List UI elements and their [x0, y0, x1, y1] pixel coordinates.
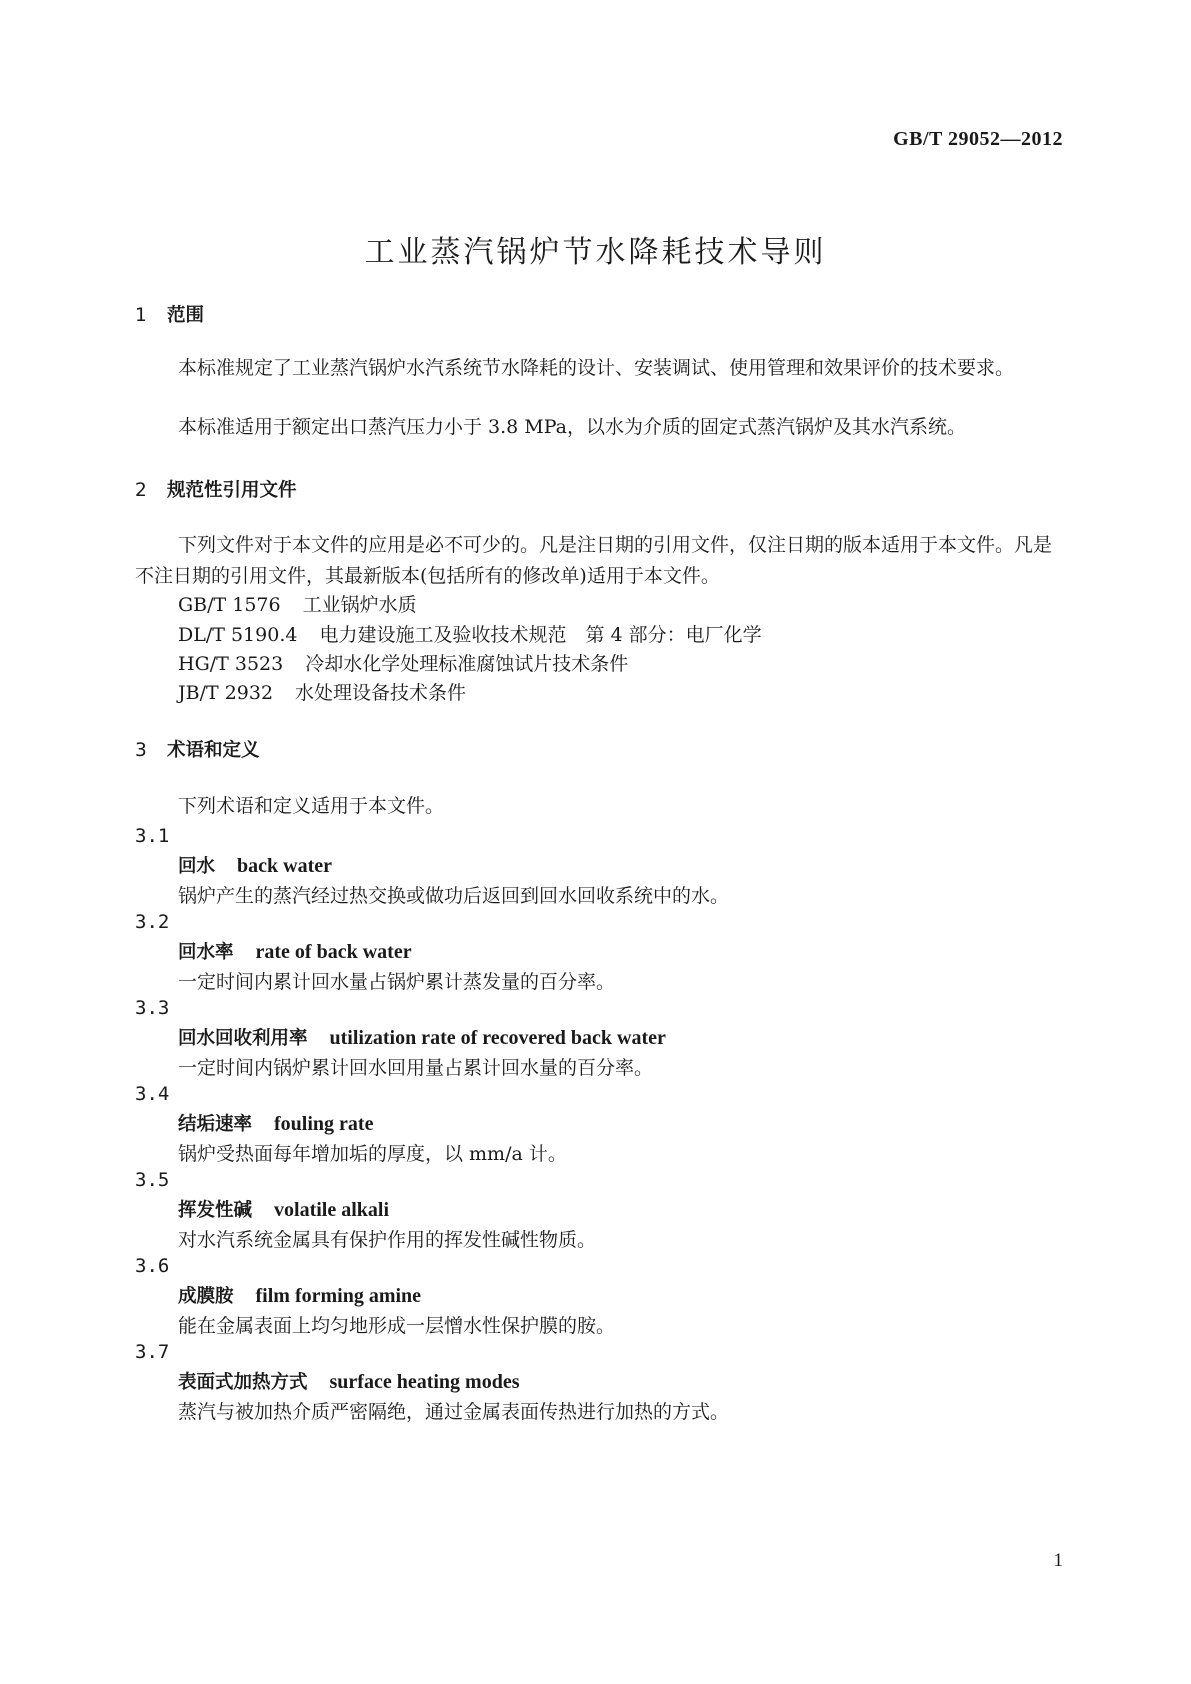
term-definition: 一定时间内累计回水量占锅炉累计蒸发量的百分率。: [178, 971, 616, 993]
term-en: film forming amine: [255, 1285, 422, 1307]
term-name: [178, 938, 412, 964]
reference-item: [178, 620, 762, 647]
reference-item: [178, 590, 417, 617]
section-heading: [135, 476, 297, 502]
term-name: [178, 852, 332, 878]
section-title: 术语和定义: [167, 740, 260, 761]
section-heading: [135, 736, 260, 762]
paragraph: 下列文件对于本文件的应用是必不可少的。凡是注日期的引用文件，仅注日期的版本适用于本文件。凡是不注日期的引用文件，其最新版本(包括所有的修改单)适用于本文件。: [135, 534, 1053, 587]
section-number: 2: [135, 480, 147, 501]
term-number: 3.7: [135, 1341, 170, 1363]
term-cn: 回水率: [178, 942, 234, 963]
reference-title: 冷却水化学处理标准腐蚀试片技术条件: [305, 653, 629, 675]
section-number: 3: [135, 740, 147, 761]
term-en: utilization rate of recovered back water: [329, 1027, 666, 1049]
reference-title: 电力建设施工及验收技术规范 第 4 部分：电厂化学: [319, 624, 762, 646]
reference-item: [178, 678, 466, 705]
term-en: surface heating modes: [329, 1371, 520, 1393]
paragraph: 本标准适用于额定出口蒸汽压力小于 3.8 MPa，以水为介质的固定式蒸汽锅炉及其水汽系统。: [178, 416, 967, 438]
term-number: 3.4: [135, 1083, 170, 1105]
term-number: 3.5: [135, 1169, 170, 1191]
term-en: rate of back water: [255, 941, 412, 963]
term-number: 3.6: [135, 1255, 170, 1277]
term-number: 3.2: [135, 911, 170, 933]
reference-title: 工业锅炉水质: [302, 594, 417, 616]
term-definition: 锅炉受热面每年增加垢的厚度，以 mm/a 计。: [178, 1143, 567, 1165]
term-cn: 成膜胺: [178, 1286, 234, 1307]
reference-code: HG/T 3523: [178, 653, 284, 675]
term-en: volatile alkali: [274, 1199, 390, 1221]
term-cn: 回水回收利用率: [178, 1028, 308, 1049]
term-definition: 一定时间内锅炉累计回水回用量占累计回水量的百分率。: [178, 1057, 654, 1079]
term-en: fouling rate: [274, 1113, 374, 1135]
term-name: [178, 1024, 666, 1050]
section-heading: [135, 301, 204, 327]
section-number: 1: [135, 305, 147, 326]
reference-code: JB/T 2932: [178, 682, 274, 704]
document-title: 工业蒸汽锅炉节水降耗技术导则: [364, 235, 827, 270]
term-cn: 回水: [178, 856, 216, 877]
page-number: 1: [1053, 1550, 1063, 1571]
term-cn: 表面式加热方式: [178, 1372, 308, 1393]
paragraph: 下列术语和定义适用于本文件。: [178, 795, 445, 817]
term-number: 3.1: [135, 825, 170, 847]
term-definition: 能在金属表面上均匀地形成一层憎水性保护膜的胺。: [178, 1315, 616, 1337]
reference-title: 水处理设备技术条件: [295, 682, 467, 704]
term-definition: 锅炉产生的蒸汽经过热交换或做功后返回到回水回收系统中的水。: [178, 885, 730, 907]
reference-code: DL/T 5190.4: [178, 624, 298, 646]
term-en: back water: [237, 855, 332, 877]
paragraph: 本标准规定了工业蒸汽锅炉水汽系统节水降耗的设计、安装调试、使用管理和效果评价的技术要求。: [178, 357, 1015, 379]
term-number: 3.3: [135, 997, 170, 1019]
section-title: 规范性引用文件: [167, 480, 297, 501]
term-definition: 对水汽系统金属具有保护作用的挥发性碱性物质。: [178, 1229, 597, 1251]
standard-code: GB/T 29052—2012: [893, 128, 1063, 150]
term-name: [178, 1368, 520, 1394]
term-definition: 蒸汽与被加热介质严密隔绝，通过金属表面传热进行加热的方式。: [178, 1401, 730, 1423]
reference-code: GB/T 1576: [178, 594, 281, 616]
term-name: [178, 1282, 421, 1308]
term-cn: 挥发性碱: [178, 1200, 253, 1221]
term-name: [178, 1196, 389, 1222]
term-cn: 结垢速率: [178, 1114, 253, 1135]
section-title: 范围: [167, 305, 205, 326]
reference-item: [178, 649, 628, 676]
term-name: [178, 1110, 373, 1136]
